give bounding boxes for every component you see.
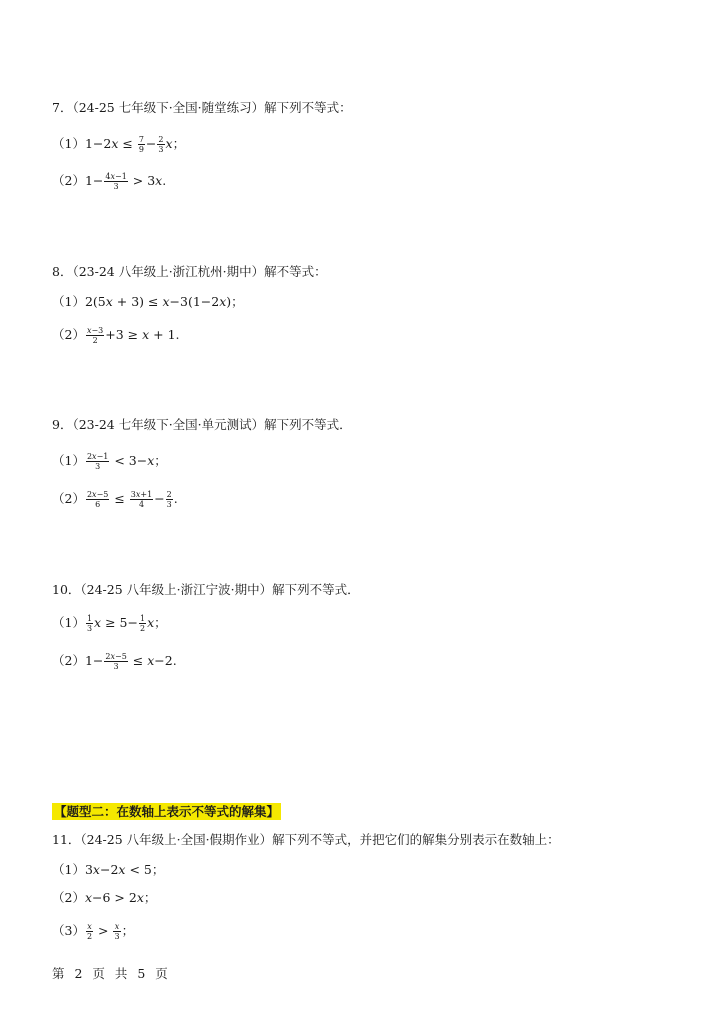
part-label: （1）	[52, 862, 85, 877]
problem-10-part-2	[52, 651, 177, 671]
problem-11-header: 11．（24-25 八年级上·全国·假期作业）解下列不等式，并把它们的解集分别表示在数轴上：	[52, 832, 560, 847]
page-footer: 第 2 页 共 5 页	[52, 966, 171, 981]
problem-11-part-1	[52, 860, 164, 880]
part-label: （2）	[52, 890, 85, 905]
section-heading: 【题型二：在数轴上表示不等式的解集】	[54, 804, 280, 819]
math-expression: 1−2x ≤ $\frac{7}{9}$ − $\frac{2}{3}$ x；	[84, 135, 186, 154]
problem-11-part-3	[52, 921, 134, 941]
problem-8-header: 8．（23-24 八年级上·浙江杭州·期中）解不等式：	[52, 264, 327, 279]
problem-8-part-2	[52, 325, 180, 345]
math-expression: $\frac{2x-1}{3}$ < 3−x；	[86, 452, 167, 471]
part-label: （1）	[52, 294, 85, 309]
problem-10-part-1	[52, 613, 167, 633]
part-label: （1）	[52, 136, 85, 151]
problem-7-part-2	[52, 171, 166, 191]
problem-9-header: 9．（23-24 七年级下·全国·单元测试）解下列不等式．	[52, 417, 352, 432]
problem-10-header: 10．（24-25 八年级上·浙江宁波·期中）解下列不等式．	[52, 582, 360, 597]
part-label: （1）	[52, 615, 85, 630]
part-label: （2）	[52, 173, 85, 188]
part-label: （1）	[52, 453, 85, 468]
problem-8-part-1	[52, 292, 244, 312]
problem-9-part-2	[52, 489, 178, 509]
part-label: （3）	[52, 923, 85, 938]
math-expression: 3x−2x < 5；	[84, 862, 165, 877]
math-expression: x−6 > 2x；	[84, 890, 157, 905]
math-expression: $\frac{x-3}{2}$ +3 ≥ x + 1.	[86, 326, 180, 345]
math-expression: 1− $\frac{4x-1}{3}$ > 3x.	[84, 172, 167, 191]
part-label: （2）	[52, 491, 85, 506]
math-expression: $\frac{2x-5}{6}$ ≤ $\frac{3x+1}{4}$ − $\frac{2}{3}$ .	[86, 490, 178, 509]
part-label: （2）	[52, 653, 85, 668]
problem-7-header: 7．（24-25 七年级下·全国·随堂练习）解下列不等式：	[52, 100, 352, 115]
math-expression: 1− $\frac{2x-5}{3}$ ≤ x−2.	[84, 652, 177, 671]
math-expression: 2(5x + 3) ≤ x−3(1−2x)；	[84, 294, 244, 309]
math-expression: $\frac{x}{2}$ > $\frac{x}{3}$ ；	[86, 922, 135, 941]
problem-9-part-1	[52, 451, 167, 471]
problem-7-part-1	[52, 134, 185, 154]
math-expression: $\frac{1}{3}$ x ≥ 5− $\frac{1}{2}$ x；	[86, 614, 167, 633]
part-label: （2）	[52, 327, 85, 342]
problem-11-part-2	[52, 888, 156, 908]
